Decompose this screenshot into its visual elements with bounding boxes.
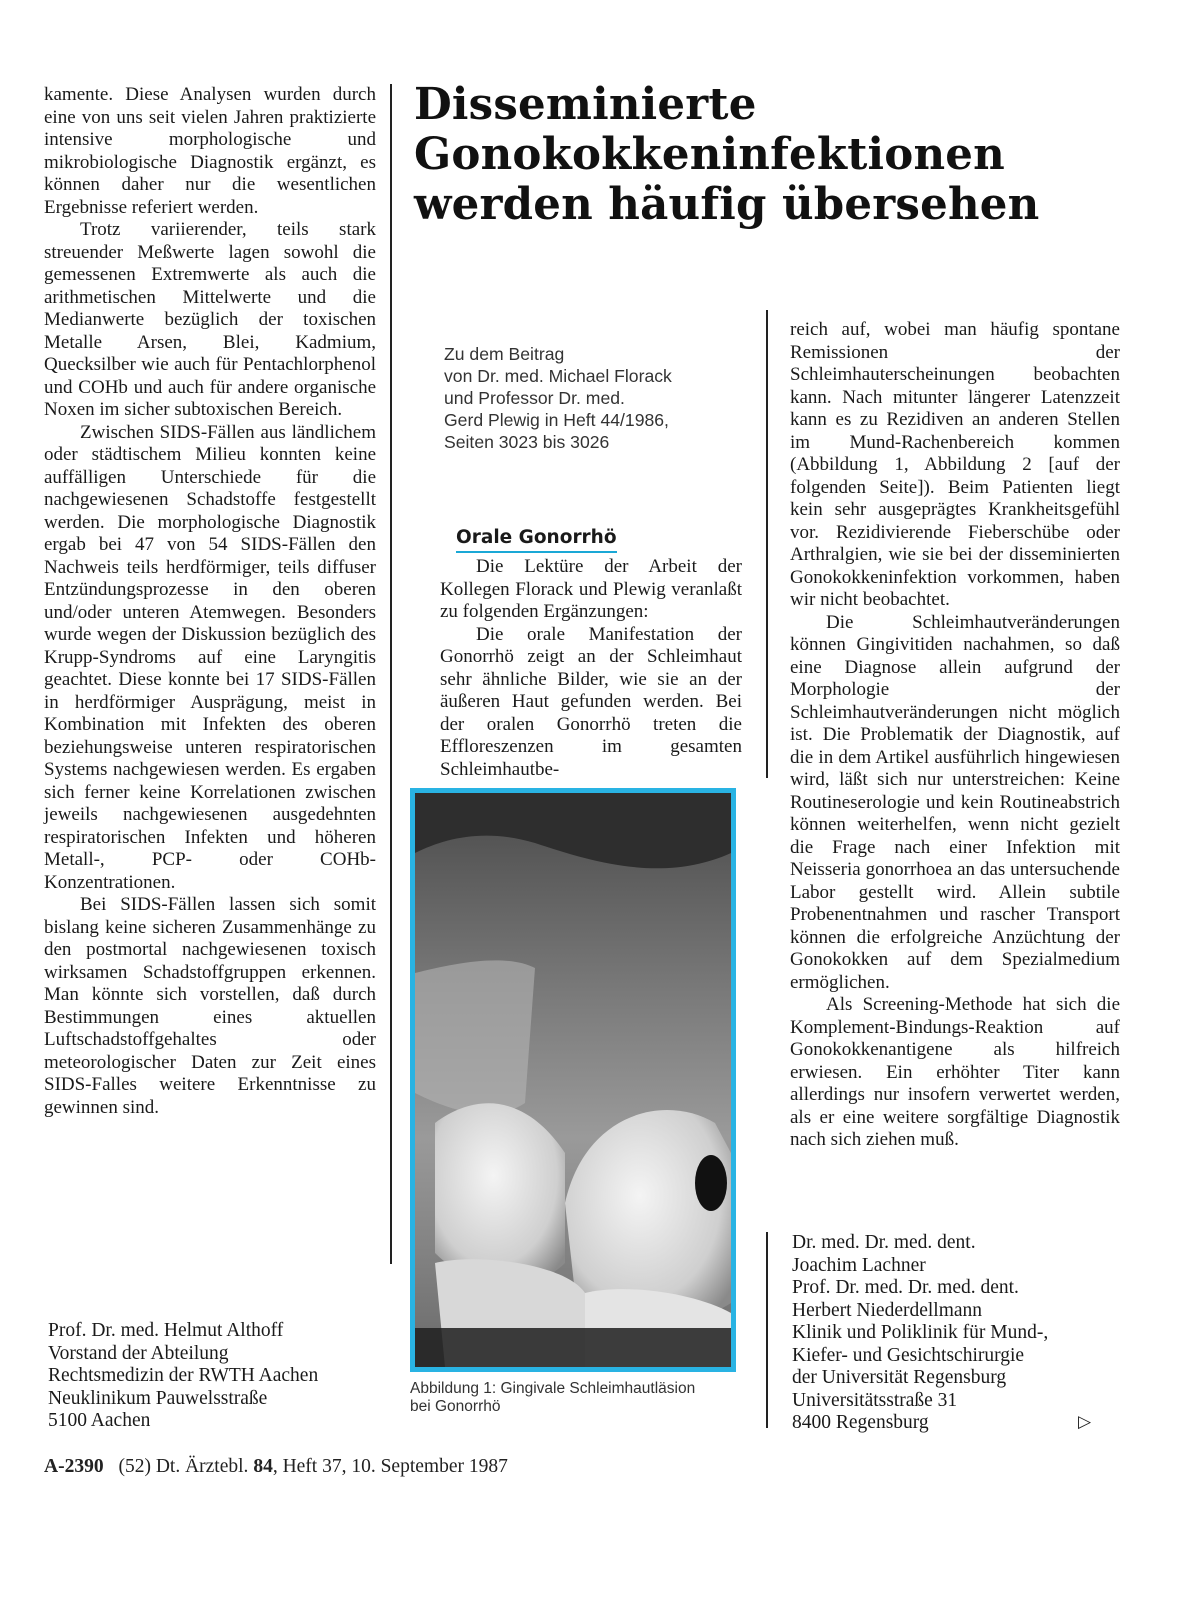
reference-line: Seiten 3023 bis 3026 — [444, 432, 610, 452]
signature-line: 5100 Aachen — [48, 1410, 151, 1431]
signature-line: Kiefer- und Gesichtschirurgie — [792, 1344, 1025, 1366]
article-title — [414, 80, 1154, 230]
middle-paragraph-1: Die Lektüre der Arbeit der Kollegen Florack und Plewig veranlaßt zu folgenden Ergänzungen: — [440, 556, 742, 622]
middle-paragraph-2: Die orale Manifestation der Gonorrhö zeigt an der Schleimhaut sehr ähnliche Bilder, wie sie an der äußeren Haut gefunden werden. Bei der oralen Gonorrhö treten die Effloreszenzen im gesamten Schleimhautbe- — [440, 623, 742, 780]
title-line-1: Disseminierte — [414, 79, 757, 130]
column-rule-left — [390, 84, 392, 1264]
page-code: A-2390 — [44, 1456, 104, 1477]
right-paragraph-2: Die Schleimhautveränderungen können Gingivitiden nachahmen, so daß eine Diagnose allein aufgrund der Morphologie der Schleimhautveränderungen nicht möglich ist. Die Problematik der Diagnostik, auf die in dem Artikel ausführlich hingewiesen wird, läßt sich nur unterstreichen: Keine Routineserologie und kein Routineabstrich können weiterhelfen, wenn nicht gezielt die Frage nach einer Infektion mit Neisseria gonorrhoea an das untersuchende Labor gestellt wird. Allein subtile Probenentnahmen und rascher Transport können die erfolgreiche Anzüchtung der Gonokokken auf dem Spezialmedium ermöglichen. — [790, 611, 1120, 993]
signature-line: Neuklinikum Pauwelsstraße — [48, 1387, 268, 1409]
article-reference — [444, 343, 744, 453]
signature-line: Joachim Lachner — [792, 1254, 926, 1276]
right-paragraph-3: Als Screening-Methode hat sich die Komplement-Bindungs-Reaktion auf Gonokokkenantigene als hilfreich erwiesen. Ein erhöhter Titer kann allerdings nur insofern verwertet werden, als er eine weitere sorgfältige Diagnostik nach sich ziehen muß. — [790, 994, 1120, 1150]
title-line-2: Gonokokkeninfektionen — [414, 129, 1005, 180]
section-heading: Orale Gonorrhö — [456, 527, 617, 553]
reference-line: Zu dem Beitrag — [444, 344, 565, 364]
signature-line: der Universität Regensburg — [792, 1367, 1007, 1388]
signature-line: Prof. Dr. med. Helmut Althoff — [48, 1320, 284, 1341]
signature-line: Universitätsstraße 31 — [792, 1389, 958, 1411]
left-paragraph-4: Bei SIDS-Fällen lassen sich somit bislang keine sicheren Zusammenhänge zu den postmortal nachgewiesenen toxisch wirksamen Schadstoffgruppen erkennen. Man könnte sich vorstellen, daß durch Bestimmungen eines aktuellen Luftschadstoffgehaltes oder meteorologischer Daten zur Zeit eines SIDS-Falles weitere Erkenntnisse zu gewinnen sind. — [44, 894, 376, 1118]
gingiva-photo-illustration — [415, 793, 731, 1367]
title-line-3: werden häufig übersehen — [414, 179, 1040, 230]
page-number: (52) — [118, 1456, 151, 1477]
left-column — [44, 84, 376, 1119]
middle-column — [440, 556, 742, 781]
page-footer — [44, 1456, 508, 1478]
next-page-arrow-icon: ▷ — [1078, 1412, 1092, 1432]
column-rule-right-lower — [766, 1232, 768, 1428]
figure-caption — [410, 1380, 750, 1416]
right-column — [790, 319, 1120, 1152]
caption-line: bei Gonorrhö — [410, 1398, 501, 1415]
reference-line: Gerd Plewig in Heft 44/1986, — [444, 410, 669, 430]
signature-line: Rechtsmedizin der RWTH Aachen — [48, 1365, 319, 1386]
signature-line: Prof. Dr. med. Dr. med. dent. — [792, 1277, 1019, 1298]
reference-line: von Dr. med. Michael Florack — [444, 366, 672, 386]
signature-line: Klinik und Poliklinik für Mund-, — [792, 1322, 1049, 1343]
signature-line: Herbert Niederdellmann — [792, 1299, 983, 1321]
author-signature-right — [792, 1232, 1132, 1435]
journal-name: Dt. Ärztebl. — [155, 1456, 249, 1477]
left-paragraph-2: Trotz variierender, teils stark streuender Meßwerte lagen sowohl die gemessenen Extremwerte als auch die arithmetischen Mittelwerte und die Medianwerte bezüglich der toxischen Metalle Arsen, Blei, Kadmium, Quecksilber wie auch für Pentachlorphenol und COHb und auch für andere organische Noxen im sicher subtoxischen Bereich. — [44, 219, 376, 420]
signature-line: Dr. med. Dr. med. dent. — [792, 1232, 976, 1253]
right-paragraph-1: reich auf, wobei man häufig spontane Remissionen der Schleimhauterscheinungen beobachten kann. Nach mitunter längerer Latenzzeit kann es zu Rezidiven an anderen Stellen im Mund-Rachenbereich kommen (Abbildung 1, Abbildung 2 [auf der folgenden Seite]). Beim Patienten liegt kein sehr ausgeprägtes Krankheitsgefühl vor. Rezidivierende Fieberschübe oder Arthralgien, wie sie bei der disseminierten Gonokokkeninfektion vorkommen, haben wir nicht beobachtet. — [790, 319, 1120, 610]
reference-line: und Professor Dr. med. — [444, 388, 625, 408]
left-paragraph-3: Zwischen SIDS-Fällen aus ländlichem oder städtischem Milieu konnten keine auffälligen Unterschiede für die nachgewiesenen Schadstoffe festgestellt werden. Die morphologische Diagnostik ergab bei 47 von 54 SIDS-Fällen den Nachweis teils herdförmiger, teils diffuser Entzündungsprozesse in den oberen und/oder unteren Atemwegen. Besonders wurde wegen der Diskussion bezüglich des Krupp-Syndroms auf eine Laryngitis geachtet. Diese konnte bei 17 SIDS-Fällen in herdförmiger Ausprägung, meist in Kombination mit Infekten des oberen beziehungsweise unteren respiratorischen Systems nachgewiesen werden. Es ergaben sich ferner keine Korrelationen zwischen jeweils nachgewiesenen ausgedehnten respiratorischen Infekten und höheren Metall-, PCP- oder COHb-Konzentrationen. — [44, 421, 376, 893]
column-rule-middle — [766, 310, 768, 778]
author-signature-left — [48, 1320, 398, 1433]
figure-photo — [410, 788, 736, 1372]
journal-volume: 84 — [253, 1456, 273, 1477]
caption-line: Abbildung 1: Gingivale Schleimhautläsion — [410, 1380, 696, 1397]
signature-line: Vorstand der Abteilung — [48, 1342, 229, 1364]
left-paragraph-1: kamente. Diese Analysen wurden durch eine von uns seit vielen Jahren praktizierte intensive morphologische und mikrobiologische Diagnostik ergänzt, es können daher nur die wesentlichen Ergebnisse referiert werden. — [44, 84, 376, 218]
issue-date: , Heft 37, 10. September 1987 — [272, 1456, 508, 1477]
signature-line: 8400 Regensburg — [792, 1412, 929, 1433]
